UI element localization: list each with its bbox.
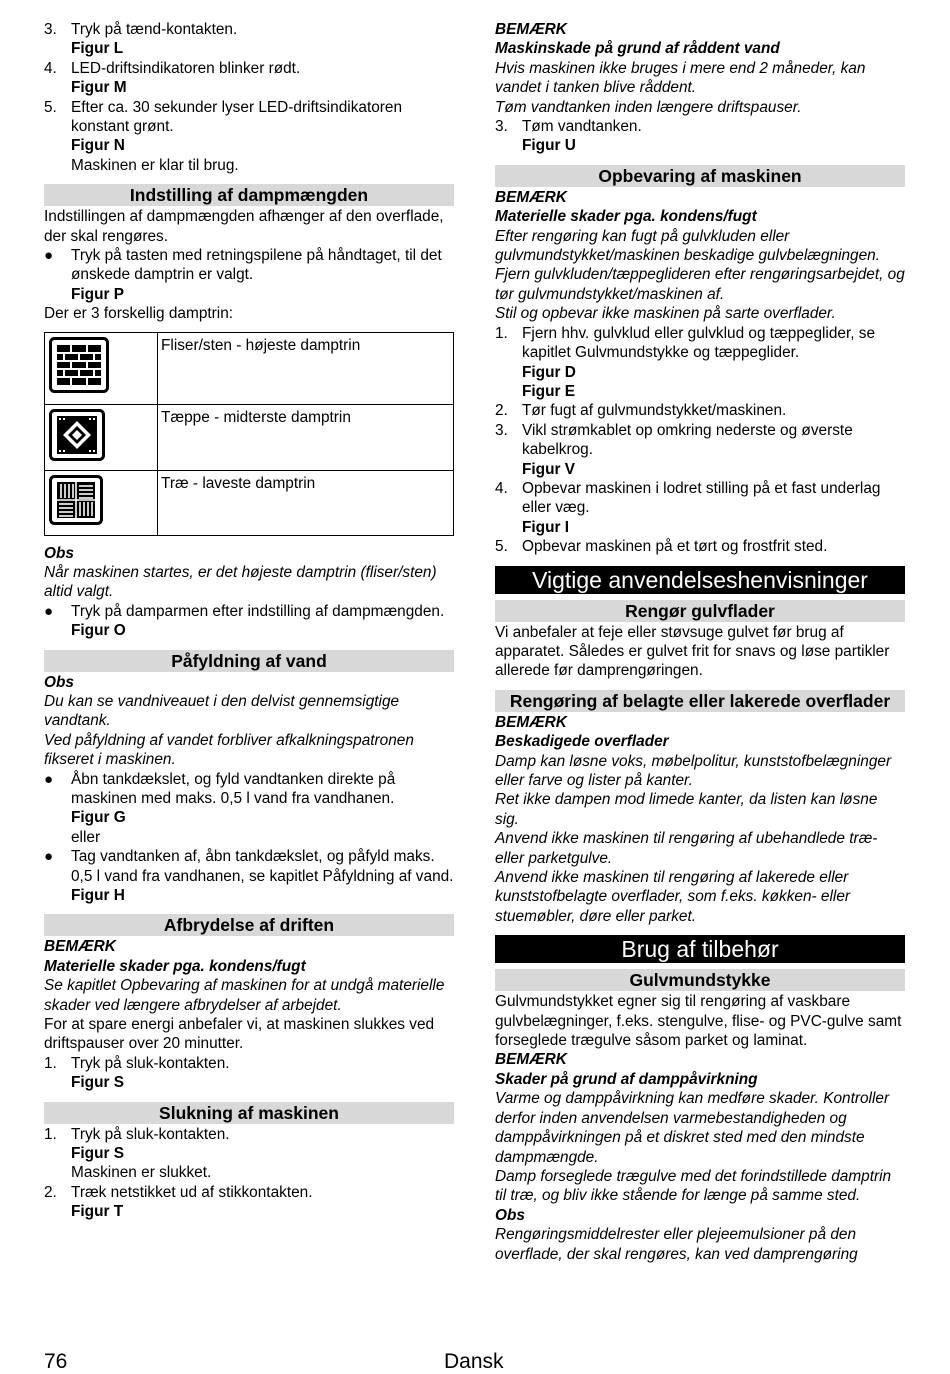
- step-number: 1.: [44, 1054, 57, 1072]
- note-title: Materielle skader pga. kondens/fugt: [44, 957, 306, 975]
- step-text: Vikl strømkablet op omkring nederste og øverste kabelkrog.: [522, 421, 853, 459]
- step-text: Opbevar maskinen på et tørt og frostfrit sted.: [522, 538, 828, 556]
- note-title: Maskinskade på grund af råddent vand: [495, 40, 780, 58]
- bullet-item: [44, 602, 454, 641]
- bullet-text: Åbn tankdækslet, og fyld vandtanken direkte på maskinen med maks. 0,5 l vand fra vandhanen.: [71, 770, 396, 807]
- step-number: 4.: [495, 479, 508, 497]
- figure-ref: Figur T: [71, 1203, 124, 1221]
- figure-ref: Figur S: [71, 1074, 125, 1092]
- step-result: Maskinen er slukket.: [71, 1164, 212, 1182]
- list-item: [495, 479, 905, 537]
- note-text: Stil og opbevar ikke maskinen på sarte overflader.: [495, 305, 836, 323]
- step-number: 3.: [44, 21, 57, 38]
- step-text: Træk netstikket ud af stikkontakten.: [71, 1183, 313, 1201]
- paragraph: Der er 3 forskellig damptrin:: [44, 305, 234, 323]
- note-text: Fjern gulvkluden/tæppeglideren efter rengøringsarbejdet, og tør gulvmundstykket/maskinen af.: [495, 266, 905, 303]
- steam-level-table: [44, 332, 454, 536]
- step-text: Tøm vandtanken.: [522, 118, 642, 136]
- list-item: [44, 1054, 454, 1093]
- footer-language: Dansk: [444, 1350, 504, 1373]
- figure-ref: Figur M: [71, 79, 127, 97]
- obs-label: Obs: [44, 544, 74, 562]
- bullet-icon: ●: [44, 770, 54, 788]
- step-text: Tør fugt af gulvmundstykket/maskinen.: [522, 402, 787, 420]
- list-item: [44, 1183, 454, 1222]
- step-number: 2.: [44, 1183, 57, 1201]
- step-number: 1.: [44, 1125, 57, 1143]
- paragraph: Vi anbefaler at feje eller støvsuge gulvet før brug af apparatet. Således er gulvet frit for snavs og løse partikler allerede før damprengøringen.: [495, 623, 890, 680]
- paragraph: For at spare energi anbefaler vi, at maskinen slukkes ved driftspauser over 20 minutter.: [44, 1016, 435, 1053]
- note-text: Tøm vandtanken inden længere driftspauser.: [495, 98, 802, 116]
- table-cell-label: Fliser/sten - højeste damptrin: [158, 332, 454, 404]
- table-cell-icon: [45, 471, 158, 535]
- paragraph: Gulvmundstykket egner sig til rengøring af vaskbare gulvbelægninger, f.eks. stengulve, flise- og PVC-gulve samt forseglede trægulve såsom parket og laminat.: [495, 993, 902, 1050]
- table-cell-icon: [45, 332, 158, 404]
- figure-ref: Figur U: [522, 137, 576, 155]
- section-heading-water: Påfyldning af vand: [44, 650, 454, 672]
- note-label: BEMÆRK: [495, 21, 567, 38]
- bullet-item: [44, 770, 454, 848]
- step-number: 5.: [495, 538, 508, 556]
- obs-text: Du kan se vandniveauet i den delvist gennemsigtige vandtank.: [44, 692, 400, 730]
- paragraph: Indstillingen af dampmængden afhænger af den overflade, der skal rengøres.: [44, 208, 444, 245]
- table-cell-icon: [45, 404, 158, 470]
- figure-ref: Figur N: [71, 137, 125, 155]
- note-text: Anvend ikke maskinen til rengøring af lakerede eller kunststofbelagte overflader, som f.eks. køkken- eller stuemøbler, døre eller parket.: [495, 869, 850, 925]
- chapter-heading-accessories: Brug af tilbehør: [495, 935, 905, 963]
- left-column: [44, 20, 454, 1222]
- list-item: [44, 1125, 454, 1183]
- note-label: BEMÆRK: [495, 713, 567, 731]
- note-label: BEMÆRK: [495, 188, 567, 206]
- step-number: 4.: [44, 59, 57, 77]
- figure-ref: Figur E: [522, 382, 576, 400]
- brick-wall-icon: [49, 337, 109, 393]
- note-text: Ret ikke dampen mod limede kanter, da listen kan løsne sig.: [495, 791, 878, 828]
- obs-label: Obs: [495, 1206, 525, 1224]
- note-text: Varme og damppåvirkning kan medføre skader. Kontroller derfor inden anvendelsen varmebestandigheden og damppåvirkningen på et diskret sted med den mindste dampmængde.: [495, 1090, 890, 1166]
- table-row: [45, 332, 454, 404]
- bullet-text: Tag vandtanken af, åbn tankdækslet, og påfyld maks. 0,5 l vand fra vandhanen, se kapitlet Påfyldning af vand.: [71, 848, 454, 885]
- section-heading-nozzle: Gulvmundstykke: [495, 969, 905, 991]
- figure-ref: Figur I: [522, 518, 570, 536]
- table-cell-label: Tæppe - midterste damptrin: [158, 404, 454, 470]
- figure-ref: Figur O: [71, 622, 126, 640]
- figure-ref: Figur L: [71, 40, 124, 58]
- bullet-item: [44, 847, 454, 905]
- note-title: Skader på grund af damppåvirkning: [495, 1070, 758, 1088]
- obs-text: Ved påfyldning af vandet forbliver afkalkningspatronen fikseret i maskinen.: [44, 731, 414, 769]
- obs-label: Obs: [44, 673, 74, 691]
- list-item: [44, 20, 454, 59]
- note-title: Beskadigede overflader: [495, 733, 669, 751]
- step-number: 2.: [495, 402, 508, 420]
- note-text: Damp forseglede trægulve med det forindstillede damptrin til træ, og bliv ikke stående for længe på samme sted.: [495, 1167, 892, 1205]
- section-heading-steam: Indstilling af dampmængden: [44, 184, 454, 206]
- note-title: Materielle skader pga. kondens/fugt: [495, 208, 757, 226]
- right-column: [495, 20, 905, 1264]
- table-row: [45, 471, 454, 535]
- note-label: BEMÆRK: [44, 938, 116, 956]
- section-heading-storage: Opbevaring af maskinen: [495, 165, 905, 187]
- list-item: [495, 421, 905, 479]
- step-text: Tryk på sluk-kontakten.: [71, 1054, 230, 1072]
- note-text: Efter rengøring kan fugt på gulvkluden eller gulvmundstykket/maskinen beskadige gulvbelægningen.: [495, 227, 880, 265]
- obs-text: Rengøringsmiddelrester eller plejeemulsioner på den overflade, der skal rengøres, kan ved damprengøring: [495, 1226, 858, 1263]
- parquet-icon: [49, 475, 103, 525]
- step-text: Tryk på sluk-kontakten.: [71, 1125, 230, 1143]
- step-text: Efter ca. 30 sekunder lyser LED-driftsindikatoren konstant grønt.: [71, 98, 403, 136]
- step-text: Tryk på tænd-kontakten.: [71, 21, 238, 38]
- note-text: Damp kan løsne voks, møbelpolitur, kunststofbelægninger eller farve og lister på kanter.: [495, 752, 892, 789]
- figure-ref: Figur G: [71, 809, 126, 827]
- figure-ref: Figur D: [522, 363, 576, 381]
- step-text: LED-driftsindikatoren blinker rødt.: [71, 59, 301, 77]
- list-item: [495, 537, 905, 556]
- table-row: [45, 404, 454, 470]
- chapter-heading-tips: Vigtige anvendelseshenvisninger: [495, 566, 905, 594]
- section-heading-shutdown: Slukning af maskinen: [44, 1102, 454, 1124]
- carpet-icon: [49, 409, 105, 461]
- list-item: [44, 59, 454, 98]
- figure-ref: Figur P: [71, 285, 125, 303]
- or-text: eller: [71, 828, 101, 846]
- step-number: 3.: [495, 421, 508, 439]
- step-text: Fjern hhv. gulvklud eller gulvklud og tæppeglider, se kapitlet Gulvmundstykke og tæppeglider.: [522, 324, 876, 362]
- bullet-icon: ●: [44, 247, 54, 265]
- section-heading-interrupt: Afbrydelse af driften: [44, 914, 454, 936]
- table-cell-label: Træ - laveste damptrin: [158, 471, 454, 535]
- bullet-icon: ●: [44, 848, 54, 866]
- figure-ref: Figur H: [71, 887, 125, 904]
- list-item: [495, 324, 905, 402]
- list-item: [495, 117, 905, 156]
- step-number: 1.: [495, 324, 508, 342]
- page-number: 76: [44, 1350, 68, 1373]
- section-heading-coated: Rengøring af belagte eller lakerede overflader: [495, 690, 905, 712]
- bullet-text: Tryk på tasten med retningspilene på håndtaget, til det ønskede damptrin er valgt.: [71, 247, 442, 284]
- step-number: 3.: [495, 118, 508, 136]
- note-label: BEMÆRK: [495, 1051, 567, 1069]
- figure-ref: Figur V: [522, 460, 576, 478]
- list-item: [495, 401, 905, 420]
- bullet-item: [44, 246, 454, 304]
- note-text: Se kapitlet Opbevaring af maskinen for at undgå materielle skader ved længere afbrydelser af arbejdet.: [44, 977, 445, 1014]
- step-number: 5.: [44, 98, 57, 116]
- step-result: Maskinen er klar til brug.: [71, 156, 239, 174]
- bullet-icon: ●: [44, 602, 54, 620]
- list-item: [44, 98, 454, 176]
- step-text: Opbevar maskinen i lodret stilling på et fast underlag eller væg.: [522, 479, 881, 517]
- note-text: Anvend ikke maskinen til rengøring af ubehandlede træ- eller parketgulve.: [495, 830, 878, 867]
- section-heading-floor: Rengør gulvflader: [495, 600, 905, 622]
- figure-ref: Figur S: [71, 1145, 125, 1163]
- bullet-text: Tryk på damparmen efter indstilling af dampmængden.: [71, 602, 445, 620]
- note-text: Hvis maskinen ikke bruges i mere end 2 måneder, kan vandet i tanken blive råddent.: [495, 59, 866, 97]
- obs-text: Når maskinen startes, er det højeste damptrin (fliser/sten) altid valgt.: [44, 563, 437, 601]
